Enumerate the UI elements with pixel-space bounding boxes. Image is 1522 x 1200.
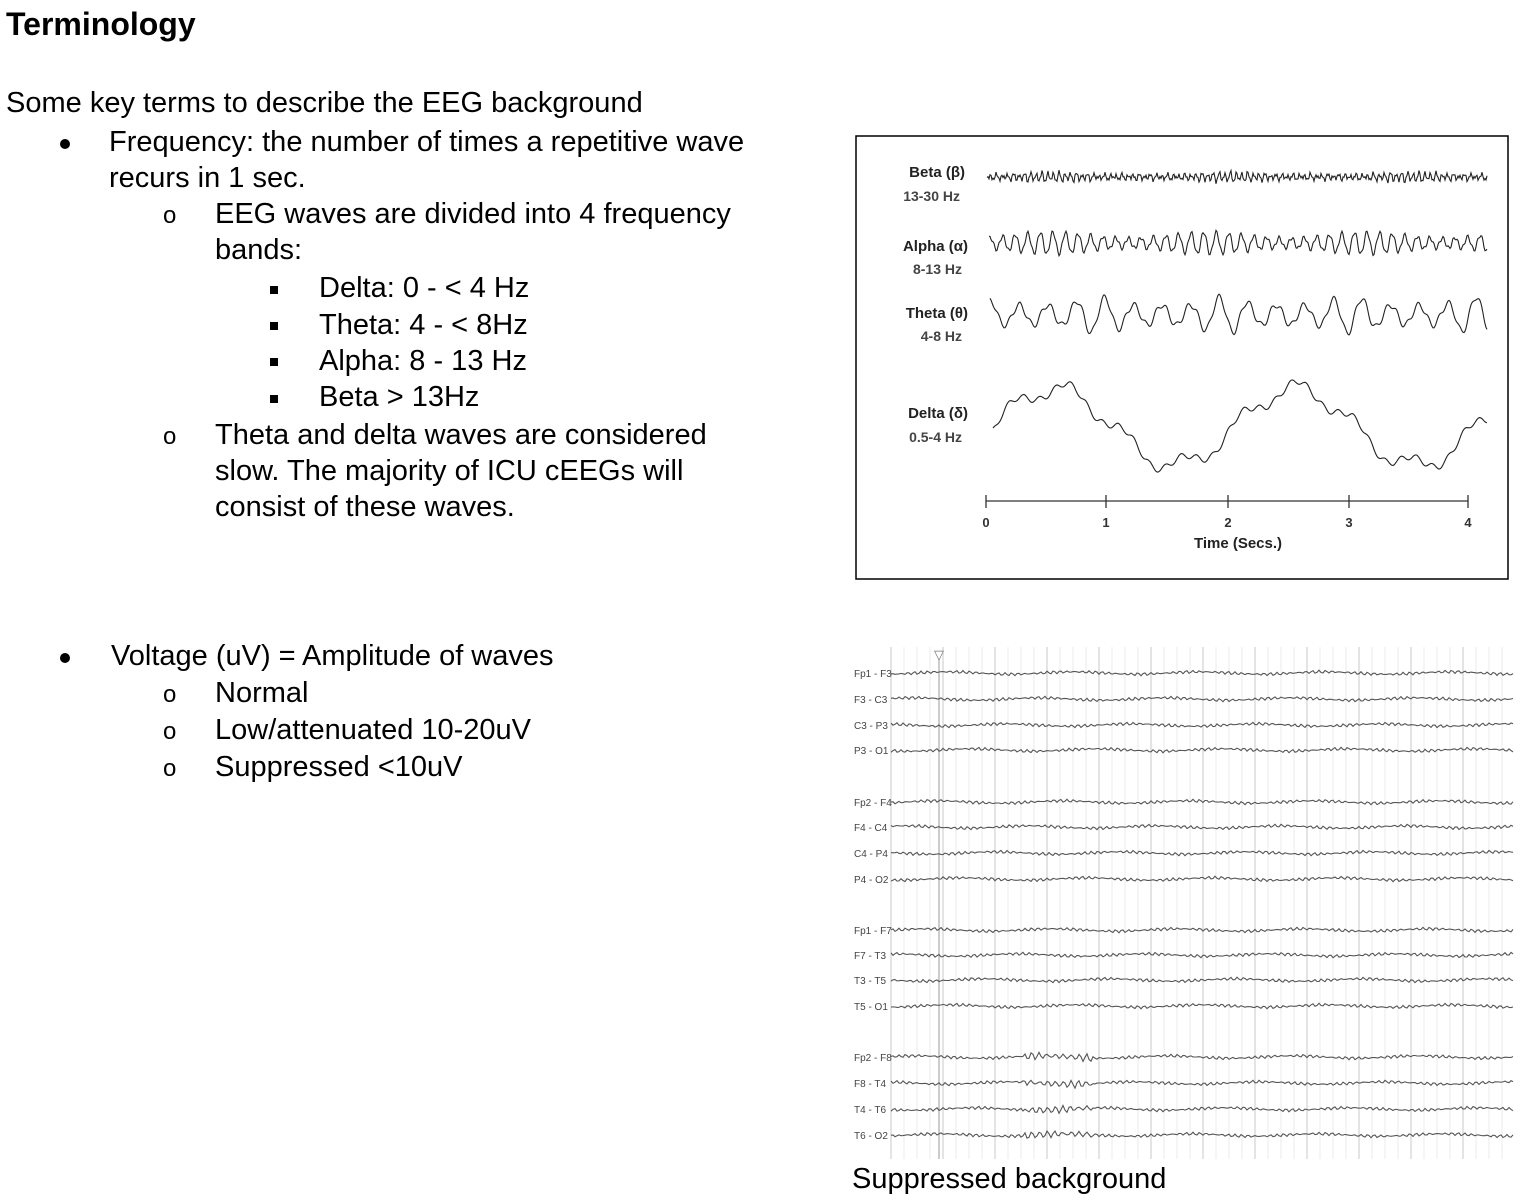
bands-sub-line2: bands:	[215, 234, 303, 266]
eeg-channel-label: T5 - O1	[854, 1002, 888, 1013]
band-name-theta: Theta (θ)	[905, 305, 968, 322]
band-item-beta: Beta > 13Hz	[319, 381, 480, 413]
voltage-bullet: Voltage (uV) = Amplitude of waves	[111, 640, 554, 672]
eeg-channel-label: Fp1 - F7	[854, 926, 892, 937]
eeg-channel-label: P4 - O2	[854, 875, 889, 886]
eeg-channel-label: Fp2 - F8	[854, 1053, 892, 1064]
sub-bullet-ring: o	[163, 718, 177, 745]
wave-bands-figure	[855, 135, 1510, 586]
sub-bullet-ring: o	[163, 202, 177, 229]
band-item-delta: Delta: 0 - < 4 Hz	[319, 272, 530, 304]
axis-tick-label: 1	[1102, 515, 1110, 530]
axis-tick-label: 4	[1464, 515, 1472, 530]
square-bullet	[270, 322, 278, 330]
eeg-channel-label: F8 - T4	[854, 1079, 887, 1090]
eeg-channel-label: T6 - O2	[854, 1131, 888, 1142]
band-item-alpha: Alpha: 8 - 13 Hz	[319, 345, 527, 377]
page-title: Terminology	[6, 6, 196, 42]
slow-waves-line1: Theta and delta waves are considered	[215, 419, 707, 451]
slow-waves-line3: consist of these waves.	[215, 491, 515, 523]
axis-tick-label: 2	[1224, 515, 1232, 530]
eeg-recording-figure	[853, 645, 1514, 1165]
eeg-figure-caption: Suppressed background	[852, 1163, 1167, 1195]
bullet-dot	[60, 653, 70, 663]
voltage-item-low: Low/attenuated 10-20uV	[215, 714, 532, 746]
eeg-channel-label: Fp2 - F4	[854, 798, 892, 809]
eeg-channel-label: P3 - O1	[854, 746, 889, 757]
band-range-delta: 0.5-4 Hz	[909, 429, 962, 445]
band-name-beta: Beta (β)	[909, 164, 965, 181]
band-range-alpha: 8-13 Hz	[912, 261, 962, 277]
sub-bullet-ring: o	[163, 755, 177, 782]
square-bullet	[270, 358, 278, 366]
bullet-dot	[60, 139, 70, 149]
eeg-channel-label: C3 - P3	[854, 721, 888, 732]
axis-tick-label: 3	[1345, 515, 1353, 530]
bands-sub-line1: EEG waves are divided into 4 frequency	[215, 198, 731, 230]
band-item-theta: Theta: 4 - < 8Hz	[319, 309, 528, 341]
band-name-delta: Delta (δ)	[908, 405, 968, 422]
event-marker-icon: ▽	[934, 647, 944, 662]
voltage-item-normal: Normal	[215, 677, 309, 709]
eeg-channel-label: T4 - T6	[854, 1105, 887, 1116]
voltage-item-suppressed: Suppressed <10uV	[215, 751, 463, 783]
intro-text: Some key terms to describe the EEG background	[6, 87, 643, 119]
time-axis-label: Time (Secs.)	[1193, 535, 1283, 552]
axis-tick-label: 0	[982, 515, 990, 530]
frequency-bullet-line2: recurs in 1 sec.	[109, 162, 306, 194]
sub-bullet-ring: o	[163, 423, 177, 450]
frequency-bullet-line1: Frequency: the number of times a repetitive wave	[109, 126, 745, 158]
band-range-theta: 4-8 Hz	[920, 328, 962, 344]
eeg-channel-label: F4 - C4	[854, 823, 888, 834]
eeg-channel-label: Fp1 - F3	[854, 669, 892, 680]
sub-bullet-ring: o	[163, 681, 177, 708]
square-bullet	[270, 286, 278, 294]
square-bullet	[270, 395, 278, 403]
band-range-beta: 13-30 Hz	[903, 188, 960, 204]
slow-waves-line2: slow. The majority of ICU cEEGs will	[215, 455, 684, 487]
eeg-channel-label: F3 - C3	[854, 695, 888, 706]
eeg-channel-label: T3 - T5	[854, 976, 887, 987]
eeg-channel-label: C4 - P4	[854, 849, 888, 860]
eeg-channel-label: F7 - T3	[854, 951, 887, 962]
band-name-alpha: Alpha (α)	[902, 238, 968, 255]
